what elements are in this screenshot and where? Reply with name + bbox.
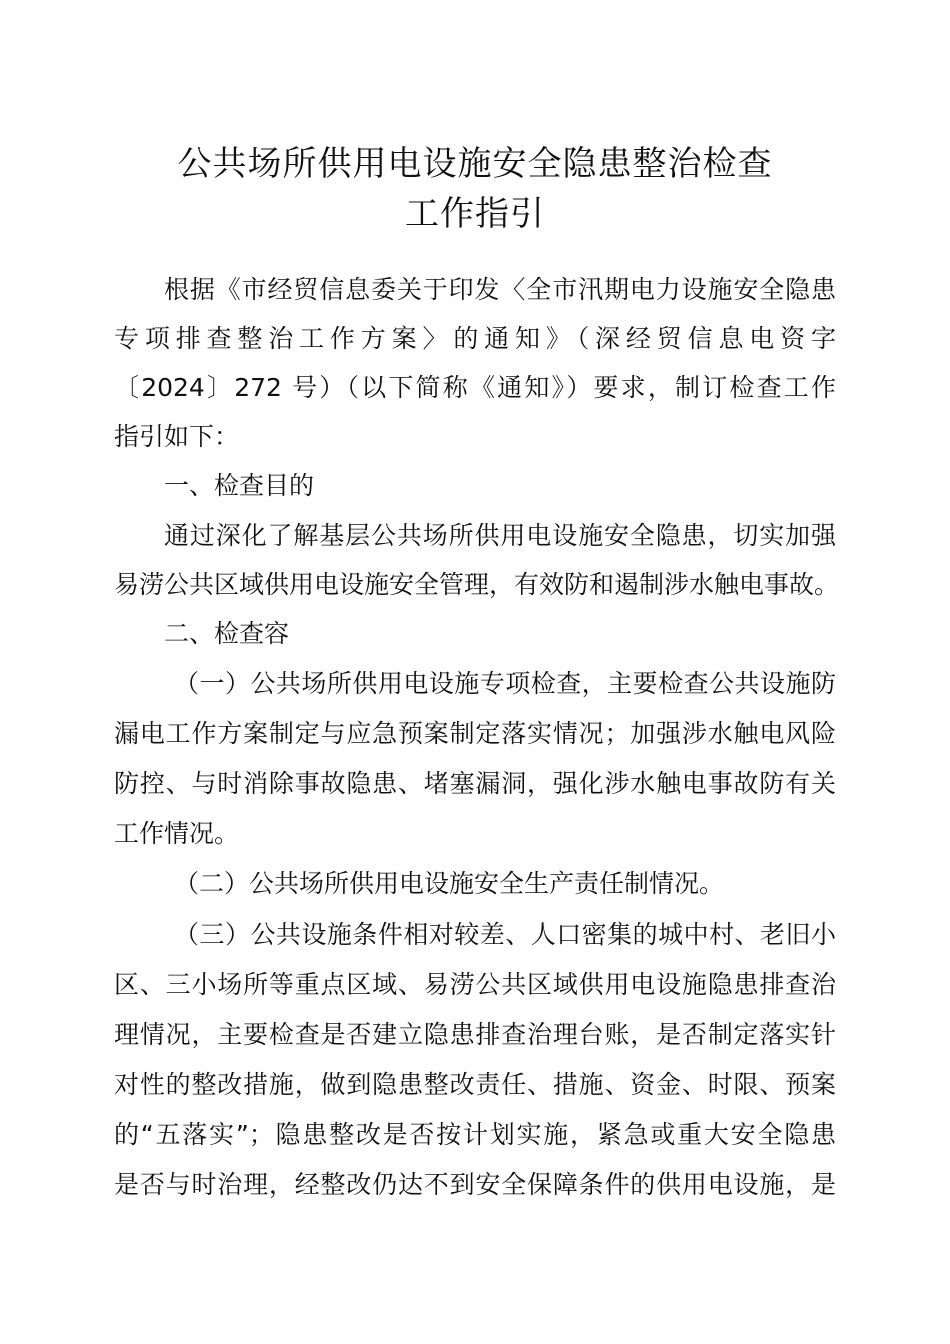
paragraph-line: （二）公共场所供用电设施安全生产责任制情况。 <box>174 869 725 898</box>
paragraph-line: 根据《市经贸信息委关于印发〈全市汛期电力设施安全隐患 <box>164 275 836 304</box>
paragraph-line: 通过深化了解基层公共场所供用电设施安全隐患，切实加强 <box>164 521 836 550</box>
paragraph-line: （三）公共设施条件相对较差、人口密集的城中村、老旧小 <box>174 920 836 949</box>
paragraph-line: 指引如下： <box>114 422 240 451</box>
paragraph-line: 工作情况。 <box>114 819 240 848</box>
section-heading: 一、检查目的 <box>164 471 315 500</box>
document-title-line-1: 公共场所供用电设施安全隐患整治检查 <box>177 144 773 184</box>
paragraph-line: 防控、与时消除事故隐患、堵塞漏洞，强化涉水触电事故防有关 <box>114 769 836 798</box>
paragraph-line: 易涝公共区域供用电设施安全管理，有效防和遏制涉水触电事故。 <box>114 570 840 599</box>
paragraph-line: 对性的整改措施，做到隐患整改责任、措施、资金、时限、预案 <box>114 1070 836 1099</box>
paragraph-line: （一）公共场所供用电设施专项检查，主要检查公共设施防 <box>174 669 836 698</box>
paragraph-line: 〔2024〕272 号）（以下简称《通知》）要求，制订检查工作 <box>114 373 836 402</box>
paragraph-line: 区、三小场所等重点区域、易涝公共区域供用电设施隐患排查治 <box>114 970 836 999</box>
paragraph-line: 的“五落实”；隐患整改是否按计划实施，紧急或重大安全隐患 <box>114 1120 836 1149</box>
paragraph-line: 理情况，主要检查是否建立隐患排查治理台账，是否制定落实针 <box>114 1020 836 1049</box>
paragraph-line: 专项排查整治工作方案〉的通知》（深经贸信息电资字 <box>114 324 836 353</box>
section-heading: 二、检查容 <box>164 619 290 648</box>
document-title-line-2: 工作指引 <box>405 194 545 234</box>
paragraph-line: 是否与时治理，经整改仍达不到安全保障条件的供用电设施，是 <box>114 1170 836 1199</box>
paragraph-line: 漏电工作方案制定与应急预案制定落实情况；加强涉水触电风险 <box>114 719 836 748</box>
